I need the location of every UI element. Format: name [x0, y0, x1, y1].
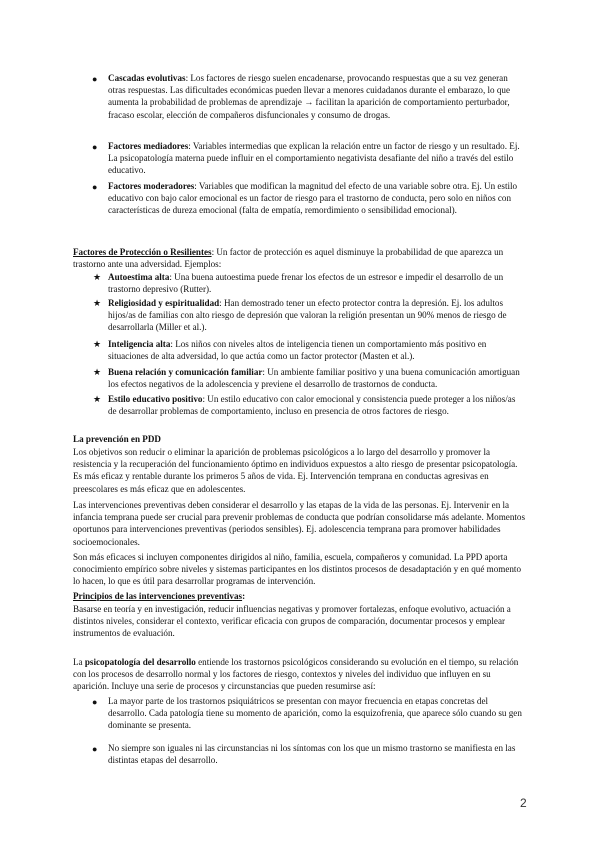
star-icon: ★: [93, 367, 102, 377]
item-title: Inteligencia alta: [108, 339, 171, 349]
protection-item-autoestima: [108, 271, 526, 295]
prevention-heading: [73, 433, 528, 445]
item-text: La mayor parte de los trastornos psiquiátricos se presentan con mayor frecuencia en etapas concretas del desarrollo. Cada patología tiene su momento de aparición, como la esquizofrenia, que aparece sólo cuando su gen dominante se presenta.: [108, 696, 522, 731]
bullet-title: Factores moderadores: [108, 181, 195, 191]
paragraph-lead: La: [73, 657, 85, 667]
psychopathology-paragraph: [73, 656, 528, 693]
star-icon: ★: [93, 394, 102, 404]
item-text: : Los niños con niveles altos de inteligencia tienen un comportamiento más positivo en situaciones de alta adversidad, lo que actúa como un factor protector (Masten et al.).: [108, 339, 487, 362]
item-text: : Un ambiente familiar positivo y una buena comunicación amortiguan los efectos negativos de la adolescencia y previene el desarrollo de trastornos de conducta.: [108, 367, 520, 390]
paragraph-text: Los objetivos son reducir o eliminar la aparición de problemas psicológicos a lo largo del desarrollo y promover la resistencia y la recuperación del funcionamiento óptimo en individuos expuestos a alto riesgo de presentar psicopatología. Es más eficaz y rentable durante los primeros 5 años de vida. Ej. Intervención temprana en conductas agresivas en preescolares es más eficaz que en adolescentes.: [73, 447, 518, 494]
paragraph-text: Las intervenciones preventivas deben considerar el desarrollo y las etapas de la vida de las personas. Ej. Intervenir en la infancia temprana puede ser crucial para prevenir problemas de conducta que podrían consolidarse más adelante. Momentos oportunos para intervenciones preventivas (periodos sensibles). Ej. adolescencia temprana para promover habilidades socioemocionales.: [73, 500, 525, 547]
protection-item-familia: [108, 366, 526, 390]
prevention-heading-text: La prevención en PDD: [73, 434, 161, 444]
bullet-cascadas: [108, 72, 526, 121]
bullet-dot-icon: ●: [92, 697, 98, 707]
star-icon: ★: [93, 339, 102, 349]
prevention-paragraph-2: [73, 499, 528, 548]
prevention-paragraph-1: [73, 446, 528, 495]
protection-intro: [73, 246, 528, 270]
bullet-mediadores: [108, 140, 526, 177]
paragraph-text: Son más eficaces si incluyen componentes dirigidos al niño, familia, escuela, compañeros y comunidad. La PPD aporta conocimiento empírico sobre niveles y sistemas participantes en los distintos procesos de desadaptación y en qué momento lo hacen, lo que es útil para desarrollar programas de intervención.: [73, 552, 522, 587]
bullet-dot-icon: ●: [92, 142, 98, 152]
bullet-dot-icon: ●: [92, 182, 98, 192]
prevention-paragraph-3: [73, 551, 528, 588]
psychopathology-term: psicopatología del desarrollo: [84, 657, 196, 667]
item-title: Buena relación y comunicación familiar: [108, 367, 263, 377]
item-text: No siempre son iguales ni las circunstancias ni los síntomas con los que un mismo trastorno se manifiesta en las distintas etapas del desarrollo.: [108, 743, 516, 766]
item-text: : Han demostrado tener un efecto protector contra la depresión. Ej. los adultos hijos/as de familias con alto riesgo de depresión que valoran la religión presentan un 90% menos de riesgo de desarrollarla (Miller et al.).: [108, 298, 507, 333]
bullet-title: Cascadas evolutivas: [108, 73, 186, 83]
protection-intro-text: : Un factor de protección es aquel disminuye la probabilidad de que aparezca un trastorno ante una adversidad. Ejemplos:: [73, 247, 504, 270]
star-icon: ★: [93, 298, 102, 308]
principles-paragraph: [73, 603, 528, 640]
bullet-text: : Los factores de riesgo suelen encadenarse, provocando respuestas que a su vez generan otras respuestas. Las dificultades económicas pueden llevar a menores cuidadanos durante el embarazo, lo que aumenta la probabilidad de problemas de aprendizaje → facilitan la aparición de comportamiento perturbador, fracaso escolar, elección de compañeros disfuncionales y consumo de drogas.: [108, 73, 510, 120]
paragraph-text: Basarse en teoría y en investigación, reducir influencias negativas y promover fortalezas, enfoque evolutivo, actuación a distintos niveles, considerar el contexto, verificar eficacia con grupos de comparación, documentar procesos y emplear instrumentos de evaluación.: [73, 604, 511, 639]
psychopathology-item-2: [108, 742, 526, 766]
bullet-dot-icon: ●: [92, 744, 98, 754]
item-title: Autoestima alta: [108, 272, 170, 282]
principles-colon: :: [242, 591, 246, 601]
bullet-moderadores: [108, 180, 526, 217]
protection-item-inteligencia: [108, 338, 526, 362]
psychopathology-item-1: [108, 695, 526, 732]
page-number: 2: [520, 796, 527, 810]
item-title: Estilo educativo positivo: [108, 394, 203, 404]
item-text: : Una buena autoestima puede frenar los efectos de un estresor e impedir el desarrollo de un trastorno depresivo (Rutter).: [108, 272, 504, 295]
paragraph-text: entiende los trastornos psicológicos considerando su evolución en el tiempo, su relación con los procesos de desarrollo normal y los factores de riesgo, contextos y niveles del individuo que influyen en su aparición. Incluye una serie de procesos y circunstancias que pueden resumirse así:: [73, 657, 519, 692]
principles-heading-text: Principios de las intervenciones preventivas: [73, 591, 243, 601]
bullet-title: Factores mediadores: [108, 141, 189, 151]
bullet-text: : Variables intermedias que explican la relación entre un factor de riesgo y un resultado. Ej. La psicopatología materna puede influir en el comportamiento negativista desafiante del niño a través del estilo educativo.: [108, 141, 520, 176]
item-title: Religiosidad y espiritualidad: [108, 298, 220, 308]
bullet-dot-icon: ●: [92, 74, 98, 84]
star-icon: ★: [93, 272, 102, 282]
principles-heading: [73, 590, 528, 602]
bullet-text: : Variables que modifican la magnitud del efecto de una variable sobre otra. Ej. Un estilo educativo con bajo calor emocional es un factor de riesgo para el trastorno de conducta, pero solo en niños con características de dureza emocional (falta de empatía, remordimiento o sensibilidad emocional).: [108, 181, 518, 216]
item-text: : Un estilo educativo con calor emocional y consistencia puede proteger a los niños/as de desarrollar problemas de comportamiento, incluso en presencia de otros factores de riesgo.: [108, 394, 516, 417]
protection-title: Factores de Protección o Resilientes: [73, 247, 212, 257]
protection-item-religiosidad: [108, 297, 526, 334]
protection-item-estilo: [108, 393, 526, 417]
